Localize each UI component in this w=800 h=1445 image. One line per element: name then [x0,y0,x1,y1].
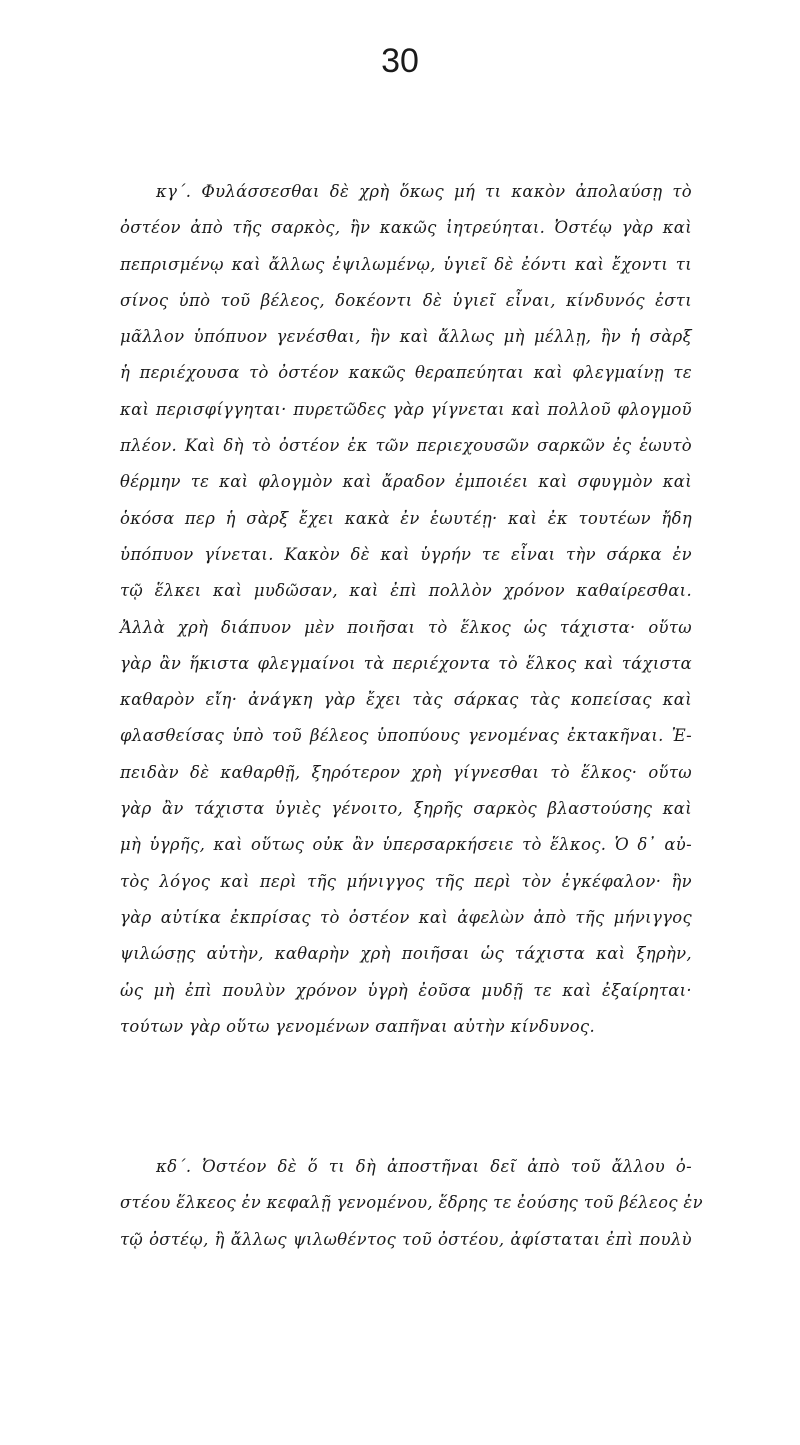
text-line: πεπρισμένῳ καὶ ἄλλως ἐψιλωμένῳ, ὑγιεῖ δὲ ἐόντι καὶ ἔχοντι τι [120,254,692,274]
text-line: γὰρ αὐτίκα ἐκπρίσας τὸ ὀστέον καὶ ἀφελὼν ἀπὸ τῆς μήνιγγος [120,907,692,927]
text-line: πλέον. Καὶ δὴ τὸ ὀστέον ἐκ τῶν περιεχουσῶν σαρκῶν ἐς ἑωυτὸ [120,436,692,456]
section-kd [120,1149,703,1258]
text-line: ὁκόσα περ ἡ σὰρξ ἔχει κακὰ ἐν ἑωυτέῃ· καὶ ἐκ τουτέων ἤδη [120,508,692,528]
text-line: τούτων γὰρ οὕτω γενομένων σαπῆναι αὐτὴν κίνδυνος. [120,1016,596,1036]
text-line: γὰρ ἂν ἥκιστα φλεγμαίνοι τὰ περιέχοντα τὸ ἕλκος καὶ τάχιστα [120,653,692,673]
text-line: τὸς λόγος καὶ περὶ τῆς μήνιγγος τῆς περὶ τὸν ἐγκέφαλον· ἢν [120,871,692,891]
page-number: 30 [381,42,419,80]
text-line: γὰρ ἂν τάχιστα ὑγιὲς γένοιτο, ξηρῆς σαρκὸς βλαστούσης καὶ [120,799,692,819]
text-line: θέρμην τε καὶ φλογμὸν καὶ ἄραδον ἐμποιέει καὶ σφυγμὸν καὶ [120,472,692,492]
text-line: κδ΄. Ὀστέον δὲ ὅ τι δὴ ἀποστῆναι δεῖ ἀπὸ τοῦ ἄλλου ὀ- [156,1157,692,1176]
text-line: μᾶλλον ὑπόπυον γενέσθαι, ἢν καὶ ἄλλως μὴ μέλλῃ, ἢν ἡ σὰρξ [120,327,692,347]
text-line: ὡς μὴ ἐπὶ πουλὺν χρόνον ὑγρὴ ἐοῦσα μυδῇ τε καὶ ἐξαίρηται· [120,980,692,1000]
text-line: σίνος ὑπὸ τοῦ βέλεος, δοκέοντι δὲ ὑγιεῖ εἶναι, κίνδυνός ἐστι [120,290,692,310]
text-line: μὴ ὑγρῆς, καὶ οὕτως οὐκ ἂν ὑπερσαρκήσειε τὸ ἕλκος. Ὁ δ᾽ αὐ- [120,835,692,855]
text-line: ὑπόπυον γίνεται. Κακὸν δὲ καὶ ὑγρήν τε εἶναι τὴν σάρκα ἐν [120,544,692,564]
text-line: ψιλώσῃς αὐτὴν, καθαρὴν χρὴ ποιῆσαι ὡς τάχιστα καὶ ξηρὴν, [120,944,692,964]
text-line: στέου ἕλκεος ἐν κεφαλῇ γενομένου, ἕδρης τε ἐούσης τοῦ βέλεος ἐν [120,1193,703,1213]
text-line: ὀστέον ἀπὸ τῆς σαρκὸς, ἢν κακῶς ἰητρεύηται. Ὀστέῳ γὰρ καὶ [120,218,692,238]
section-kg [120,174,692,1045]
text-line: τῷ ὀστέῳ, ἢ ἄλλως ψιλωθέντος τοῦ ὀστέου, ἀφίσταται ἐπὶ πουλὺ [120,1229,692,1249]
text-line: φλασθείσας ὑπὸ τοῦ βέλεος ὑποπύους γενομένας ἐκτακῆναι. Ἐ- [120,726,692,746]
text-line: καθαρὸν εἴη· ἀνάγκη γὰρ ἔχει τὰς σάρκας τὰς κοπείσας καὶ [120,690,692,710]
text-line: ἡ περιέχουσα τὸ ὀστέον κακῶς θεραπεύηται καὶ φλεγμαίνῃ τε [120,363,692,383]
text-line: πειδὰν δὲ καθαρθῇ, ξηρότερον χρὴ γίγνεσθαι τὸ ἕλκος· οὕτω [120,762,692,782]
text-line: κγ΄. Φυλάσσεσθαι δὲ χρὴ ὅκως μή τι κακὸν ἀπολαύσῃ τὸ [156,182,692,201]
text-line: καὶ περισφίγγηται· πυρετῶδες γὰρ γίγνεται καὶ πολλοῦ φλογμοῦ [120,399,692,419]
text-line: τῷ ἕλκει καὶ μυδῶσαν, καὶ ἐπὶ πολλὸν χρόνον καθαίρεσθαι. [120,581,692,601]
text-line: Ἀλλὰ χρὴ διάπυον μὲν ποιῆσαι τὸ ἕλκος ὡς τάχιστα· οὕτω [120,617,692,637]
